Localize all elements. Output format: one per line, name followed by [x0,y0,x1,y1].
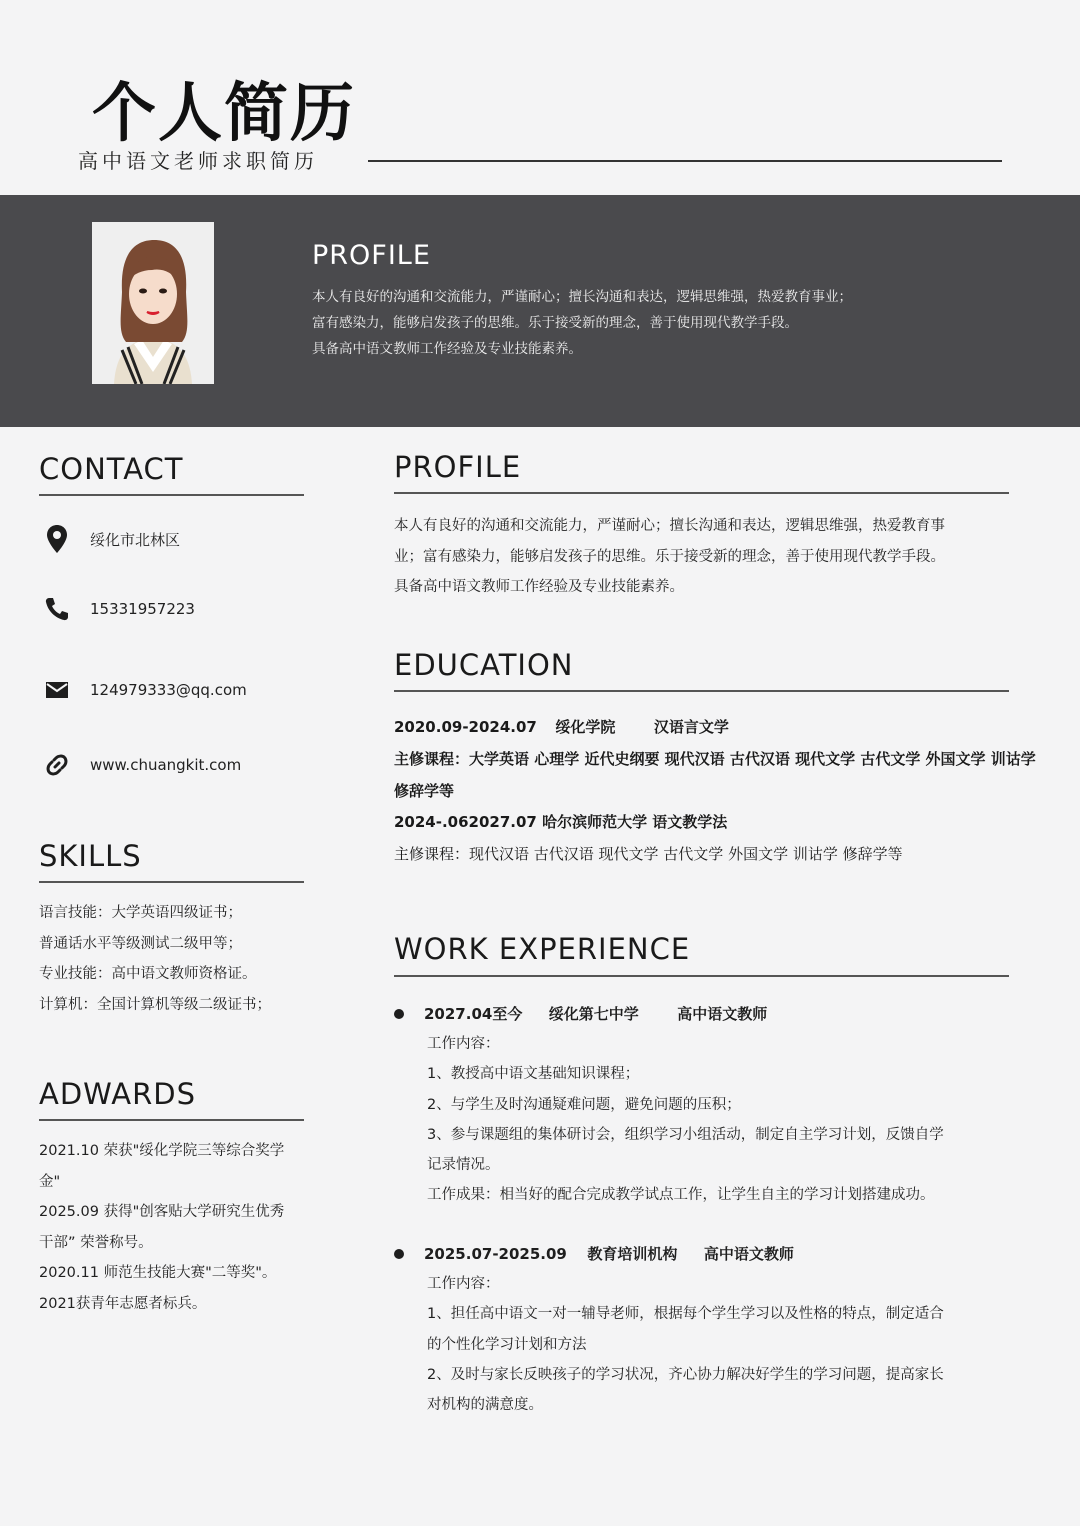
award-line: 2025.09 获得"创客贴大学研究生优秀 [39,1204,285,1220]
work-line: 工作成果：相当好的配合完成教学试点工作，让学生自主的学习计划搭建成功。 [427,1187,935,1204]
phone-icon [40,592,74,626]
work-line: 3、参与课题组的集体研讨会，组织学习小组活动，制定自主学习计划，反馈自学 [427,1126,944,1143]
contact-phone [40,592,195,626]
work-role: 高中语文教师 [677,1005,768,1023]
skills-rule [39,881,304,883]
email-text: 124979333@qq.com [90,681,247,699]
work-role: 高中语文教师 [703,1245,794,1263]
work-line: 的个性化学习计划和方法 [427,1336,587,1353]
link-icon [40,748,74,782]
website-text: www.chuangkit.com [90,756,242,774]
skills-list [39,898,271,1020]
work-line: 工作内容： [427,1036,500,1052]
awards-list [39,1136,284,1319]
skill-item: 普通话水平等级测试二级甲等； [39,935,242,952]
work-entry-header [394,999,1024,1029]
skill-item: 计算机：全国计算机等级二级证书； [39,996,271,1013]
address-text: 绥化市北林区 [90,530,181,549]
work-line: 记录情况。 [427,1157,500,1174]
location-pin-icon [40,522,74,556]
phone-text: 15331957223 [90,600,195,618]
banner-line: 富有感染力，能够启发孩子的思维。乐于接受新的理念，善于使用现代教学手段。 [312,315,798,331]
work-dates: 2027.04至今 [424,1005,523,1023]
education-rule [394,690,1009,692]
profile-line: 本人有良好的沟通和交流能力，严谨耐心；擅长沟通和表达，逻辑思维强，热爱教育事 [394,518,945,534]
work-details [394,1269,1024,1420]
work-dates: 2025.07-2025.09 [424,1245,567,1263]
awards-rule [39,1119,304,1121]
profile-photo [92,222,214,384]
bullet-dot-icon [394,1249,404,1259]
award-line: 金" [39,1173,61,1190]
education-courses-1: 主修课程：大学英语 心理学 近代史纲要 现代汉语 古代汉语 现代文学 古代文学 外国文学 训诂学 修辞学等 [394,749,1036,800]
contact-rule [39,494,304,496]
resume-title: 个人简历 [92,77,356,151]
contact-website [40,748,241,782]
work-line: 2、及时与家长反映孩子的学习状况，齐心协力解决好学生的学习问题，提高家长 [427,1366,944,1383]
contact-email [40,673,247,707]
work-rule [394,975,1009,977]
banner-profile-text [312,284,932,362]
contact-address [40,522,180,556]
skill-item: 语言技能：大学英语四级证书； [39,905,242,921]
education-section [394,712,1044,871]
work-line: 对机构的满意度。 [427,1397,543,1414]
skill-item: 专业技能：高中语文教师资格证。 [39,966,257,982]
award-line: 2021.10 荣获"绥化学院三等综合奖学 [39,1143,285,1159]
work-entry-header [394,1239,1024,1269]
profile-heading: PROFILE [394,450,522,484]
bullet-dot-icon [394,1009,404,1019]
profile-rule [394,492,1009,494]
banner-profile-heading: PROFILE [312,240,431,271]
profile-line: 具备高中语文教师工作经验及专业技能素养。 [394,579,684,595]
skills-heading: SKILLS [39,839,142,873]
email-icon [40,673,74,707]
work-heading: WORK EXPERIENCE [394,932,691,966]
profile-text [394,511,1014,603]
work-entry-2 [394,1239,1024,1420]
education-entry-1 [394,712,1044,744]
education-school: 绥化学院 [555,718,616,736]
work-line: 1、教授高中语文基础知识课程； [427,1066,640,1083]
education-heading: EDUCATION [394,648,574,682]
education-dates: 2020.09-2024.07 [394,718,537,736]
work-line: 2、与学生及时沟通疑难问题，避免问题的压积； [427,1096,741,1113]
work-line: 工作内容： [427,1276,500,1292]
education-major: 汉语言文学 [653,718,729,736]
award-line: 2020.11 师范生技能大赛"二等奖"。 [39,1265,277,1281]
banner-line: 具备高中语文教师工作经验及专业技能素养。 [312,341,582,357]
education-entry-2: 2024-.062027.07 哈尔滨师范大学 语文教学法 [394,813,728,832]
resume-subtitle: 高中语文老师求职简历 [78,149,318,173]
profile-line: 业；富有感染力，能够启发孩子的思维。乐于接受新的理念，善于使用现代教学手段。 [394,548,945,565]
work-org: 教育培训机构 [587,1245,678,1263]
awards-heading: ADWARDS [39,1077,196,1111]
award-line: 干部” 荣誉称号。 [39,1234,153,1251]
work-details [394,1029,1024,1211]
award-line: 2021获青年志愿者标兵。 [39,1295,207,1312]
work-line: 1、担任高中语文一对一辅导老师，根据每个学生学习以及性格的特点，制定适合 [427,1306,944,1323]
banner-line: 本人有良好的沟通和交流能力，严谨耐心；擅长沟通和表达，逻辑思维强，热爱教育事业； [312,289,852,305]
contact-heading: CONTACT [39,452,184,486]
work-entry-1 [394,999,1024,1211]
education-courses-2: 主修课程：现代汉语 古代汉语 现代文学 古代文学 外国文学 训诂学 修辞学等 [394,845,903,864]
work-org: 绥化第七中学 [548,1005,639,1023]
title-divider [368,160,1002,162]
